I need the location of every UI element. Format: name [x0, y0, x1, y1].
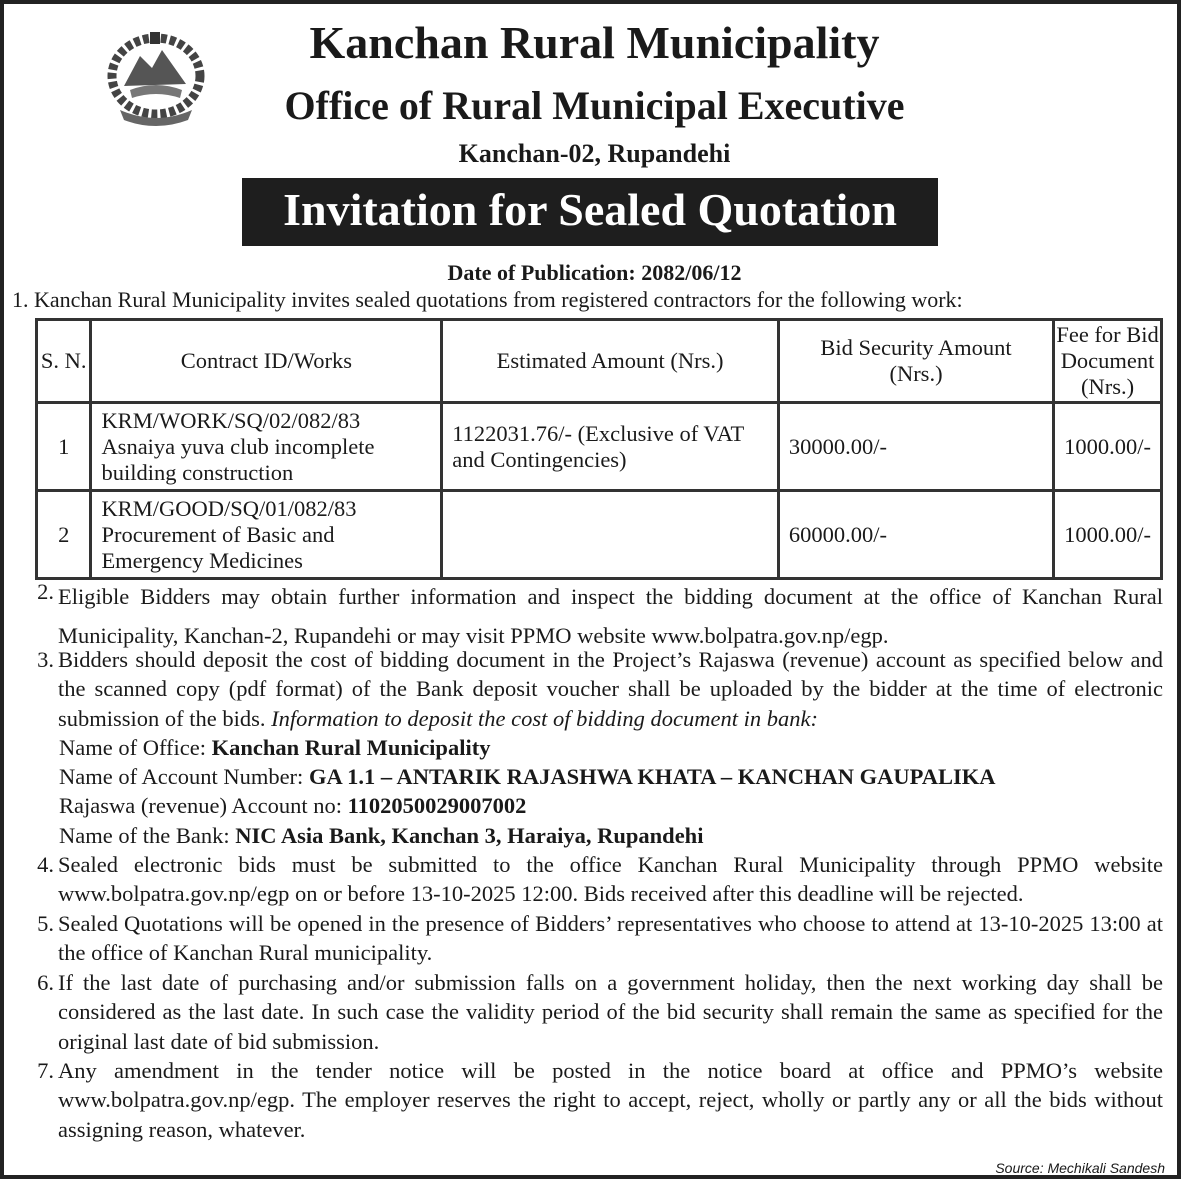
header-security: Bid Security Amount (Nrs.)	[778, 320, 1053, 403]
clause-number: 2.	[37, 579, 54, 604]
clause-number: 7.	[37, 1058, 54, 1083]
table-row	[37, 491, 1162, 579]
detail-label: Rajaswa (revenue) Account no:	[59, 793, 343, 819]
clause-number: 4.	[37, 852, 54, 877]
contract-work: Procurement of Basic and Emergency Medicines	[101, 521, 335, 573]
cell-fee: 1000.00/-	[1054, 491, 1162, 579]
clause-body: Bidders should deposit the cost of bidding document in the Project’s Rajaswa (revenue) account as specified below and the scanned copy (pdf format) of the Bank deposit voucher shall be uploaded by the bidder at the time of electronic submission of the bids.	[58, 647, 1163, 731]
intro-text: 1. Kanchan Rural Municipality invites sealed quotations from registered contractors for the following work:	[12, 287, 963, 312]
cell-security: 30000.00/-	[778, 403, 1053, 491]
table-header-row	[37, 320, 1162, 403]
detail-label: Name of Account Number:	[59, 764, 304, 790]
clause-text: If the last date of purchasing and/or submission falls on a government holiday, then the next working day shall be considered as the last date. In such case the validity period of the bid security shall remain the same as specified for the original last date of bid submission.	[58, 970, 1163, 1054]
cell-contract	[91, 403, 442, 491]
clause-6	[18, 968, 1163, 1056]
publication-date: Date of Publication: 2082/06/12	[447, 260, 742, 285]
clause-text: Sealed Quotations will be opened in the presence of Bidders’ representatives who choose to attend at 13-10-2025 13:00 at the office of Kanchan Rural municipality.	[58, 911, 1163, 966]
clause-number: 3.	[37, 647, 54, 672]
detail-value: 1102050029007002	[347, 793, 527, 819]
clause-2	[18, 577, 1163, 655]
office-subtitle: Office of Rural Municipal Executive	[284, 83, 905, 128]
cell-estimate	[442, 491, 779, 579]
header-sn: S. N.	[37, 320, 91, 403]
cell-fee: 1000.00/-	[1054, 403, 1162, 491]
cell-estimate: 1122031.76/- (Exclusive of VAT and Contingencies)	[442, 403, 779, 491]
detail-account-no	[58, 791, 1163, 820]
clause-number: 5.	[37, 911, 54, 936]
cell-contract	[91, 491, 442, 579]
contract-id: KRM/WORK/SQ/02/082/83	[101, 407, 361, 433]
works-table	[35, 318, 1163, 580]
header-contract: Contract ID/Works	[91, 320, 442, 403]
contract-work: Asnaiya yuva club incomplete building construction	[101, 433, 375, 485]
detail-account-name	[58, 762, 1163, 791]
contract-id: KRM/GOOD/SQ/01/082/83	[101, 495, 357, 521]
clause-text: Any amendment in the tender notice will be posted in the notice board at office and PPMO’s website www.bolpatra.gov.np/egp. The employer reserves the right to accept, reject, wholly or partly any or all the bids without assigning reason, whatever.	[58, 1058, 1163, 1142]
detail-office	[58, 733, 1163, 762]
cell-sn: 1	[37, 403, 91, 491]
cell-sn: 2	[37, 491, 91, 579]
municipality-title: Kanchan Rural Municipality	[309, 17, 880, 68]
header-estimate: Estimated Amount (Nrs.)	[442, 320, 779, 403]
detail-value: Kanchan Rural Municipality	[211, 734, 491, 760]
detail-value: GA 1.1 – ANTARIK RAJASHWA KHATA – KANCHAN GAUPALIKA	[308, 764, 996, 790]
detail-bank	[58, 821, 1163, 850]
clause-text: Sealed electronic bids must be submitted to the office Kanchan Rural Municipality through PPMO website www.bolpatra.gov.np/egp on or before 13-10-2025 12:00. Bids received after this deadline will be rejected.	[58, 852, 1163, 907]
clause-number: 6.	[37, 970, 54, 995]
clause-5	[18, 909, 1163, 968]
notice-banner: Invitation for Sealed Quotation	[242, 178, 938, 246]
cell-security: 60000.00/-	[778, 491, 1053, 579]
clause-7	[18, 1056, 1163, 1144]
detail-label: Name of Office:	[59, 734, 207, 760]
clause-text	[58, 645, 1163, 850]
clause-3	[18, 645, 1163, 850]
clause-italic: Information to deposit the cost of bidding document in bank:	[271, 705, 818, 731]
header-fee: Fee for Bid Document (Nrs.)	[1054, 320, 1162, 403]
address: Kanchan-02, Rupandehi	[458, 139, 731, 168]
source-credit: Source: Mechikali Sandesh	[995, 1160, 1165, 1176]
detail-label: Name of the Bank:	[59, 822, 230, 848]
clause-text: Eligible Bidders may obtain further information and inspect the bidding document at the office of Kanchan Rural Municipality, Kanchan-2, Rupandehi or may visit PPMO website www.bolpatra.gov.np/egp.	[58, 584, 1163, 648]
detail-value: NIC Asia Bank, Kanchan 3, Haraiya, Rupandehi	[235, 822, 704, 848]
clause-4	[18, 850, 1163, 909]
table-row	[37, 403, 1162, 491]
